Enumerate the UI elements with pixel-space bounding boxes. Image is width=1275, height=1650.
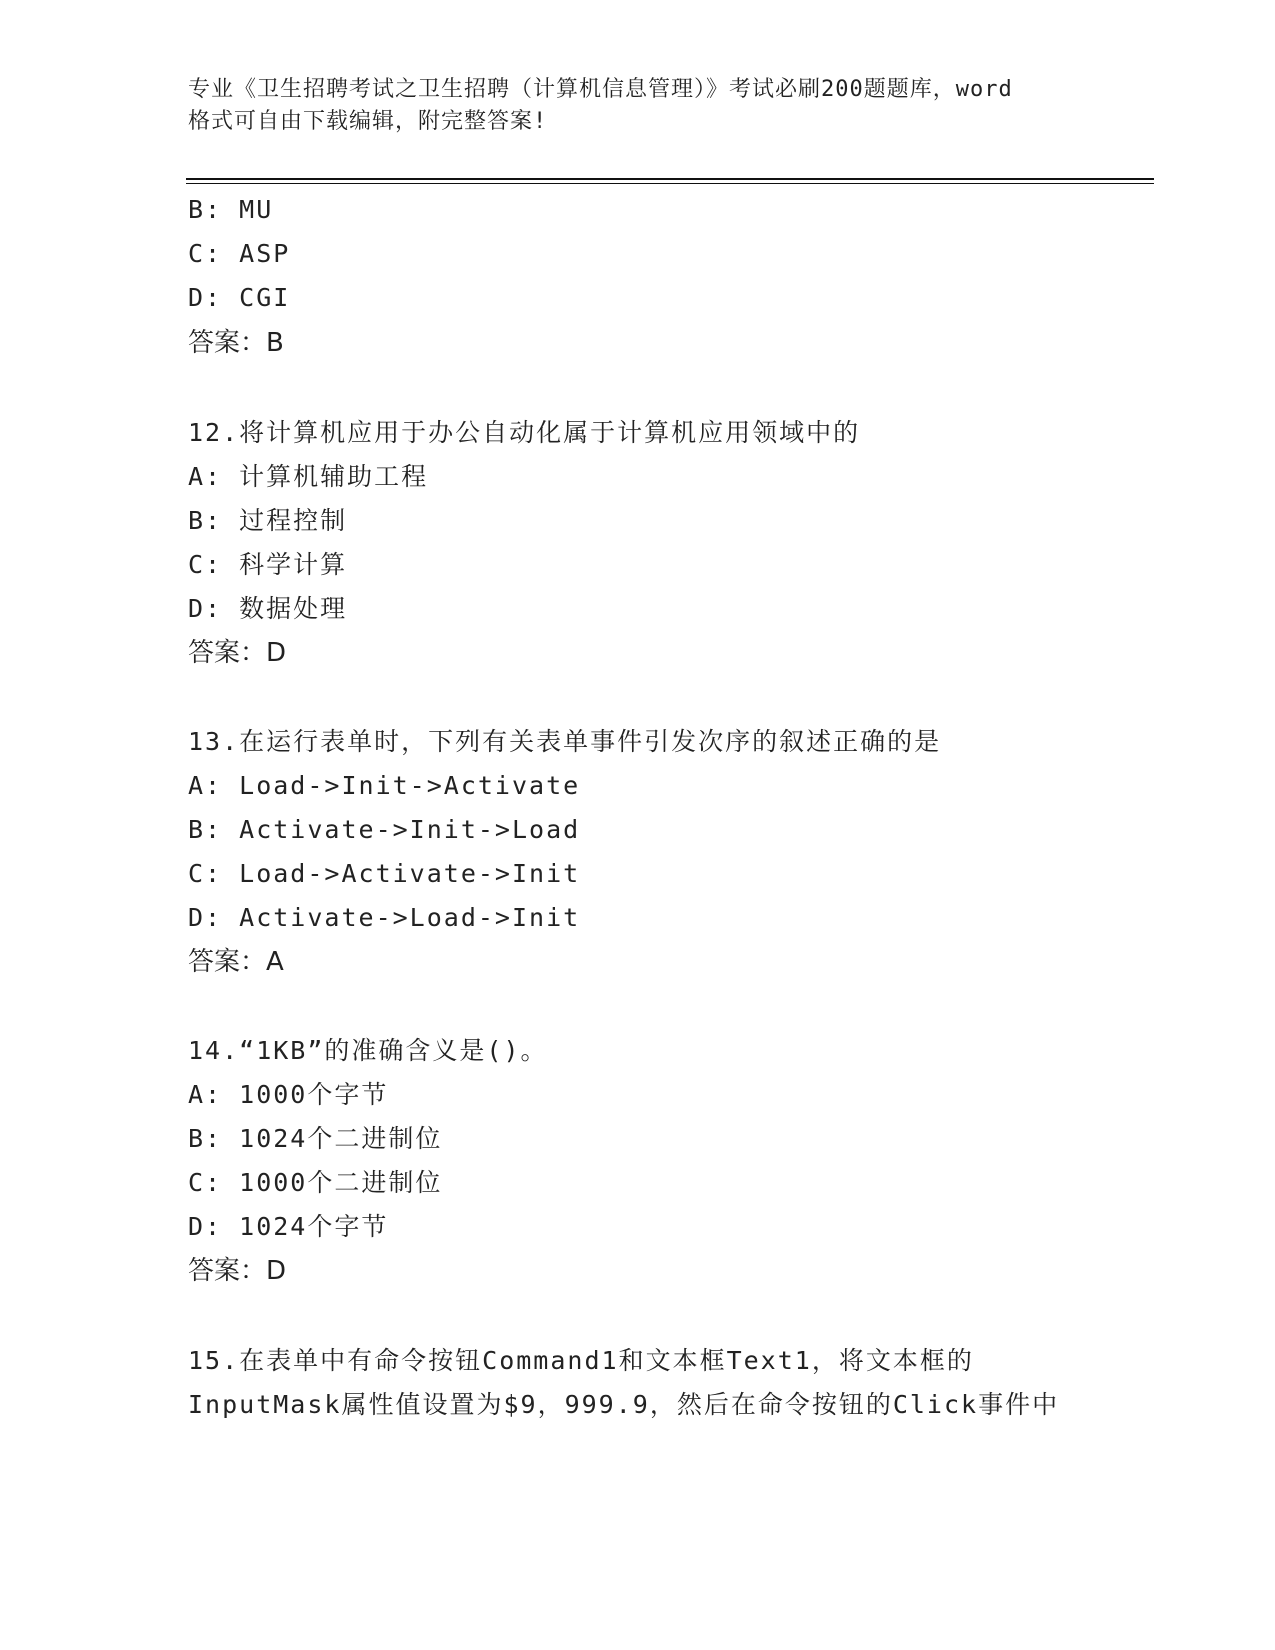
q12-option-a: A: 计算机辅助工程	[188, 462, 429, 491]
q13-answer: 答案：A	[188, 947, 284, 977]
q12-option-d: D: 数据处理	[188, 594, 348, 623]
q14-option-b: B: 1024个二进制位	[188, 1124, 443, 1153]
header-divider-thick	[186, 178, 1154, 180]
q13-option-c: C: Load->Activate->Init	[188, 859, 581, 888]
q15-question-line-2: InputMask属性值设置为$9，999.9，然后在命令按钮的Click事件中	[188, 1390, 1060, 1419]
q13-option-b: B: Activate->Init->Load	[188, 815, 581, 844]
q13-question: 13.在运行表单时，下列有关表单事件引发次序的叙述正确的是	[188, 727, 942, 756]
q11-option-d: D: CGI	[188, 283, 291, 312]
header-divider-thin	[186, 183, 1154, 184]
q11-option-c: C: ASP	[188, 239, 291, 268]
q14-option-a: A: 1000个字节	[188, 1080, 389, 1109]
q11-answer: 答案：B	[188, 328, 284, 358]
q14-answer: 答案：D	[188, 1256, 287, 1286]
document-header	[188, 74, 1088, 138]
q13-option-a: A: Load->Init->Activate	[188, 771, 581, 800]
q14-question: 14.“1KB”的准确含义是()。	[188, 1036, 548, 1065]
header-line-1: 专业《卫生招聘考试之卫生招聘（计算机信息管理）》考试必刷200题题库，word	[188, 77, 1013, 102]
q11-option-b: B: MU	[188, 195, 274, 224]
q14-option-c: C: 1000个二进制位	[188, 1168, 443, 1197]
q15-question-line-1: 15.在表单中有命令按钮Command1和文本框Text1，将文本框的	[188, 1346, 974, 1375]
q14-option-d: D: 1024个字节	[188, 1212, 389, 1241]
q12-option-c: C: 科学计算	[188, 550, 348, 579]
q12-option-b: B: 过程控制	[188, 506, 348, 535]
header-line-2: 格式可自由下载编辑，附完整答案!	[188, 109, 548, 134]
q13-option-d: D: Activate->Load->Init	[188, 903, 581, 932]
q12-question: 12.将计算机应用于办公自动化属于计算机应用领域中的	[188, 418, 861, 447]
q12-answer: 答案：D	[188, 638, 287, 668]
